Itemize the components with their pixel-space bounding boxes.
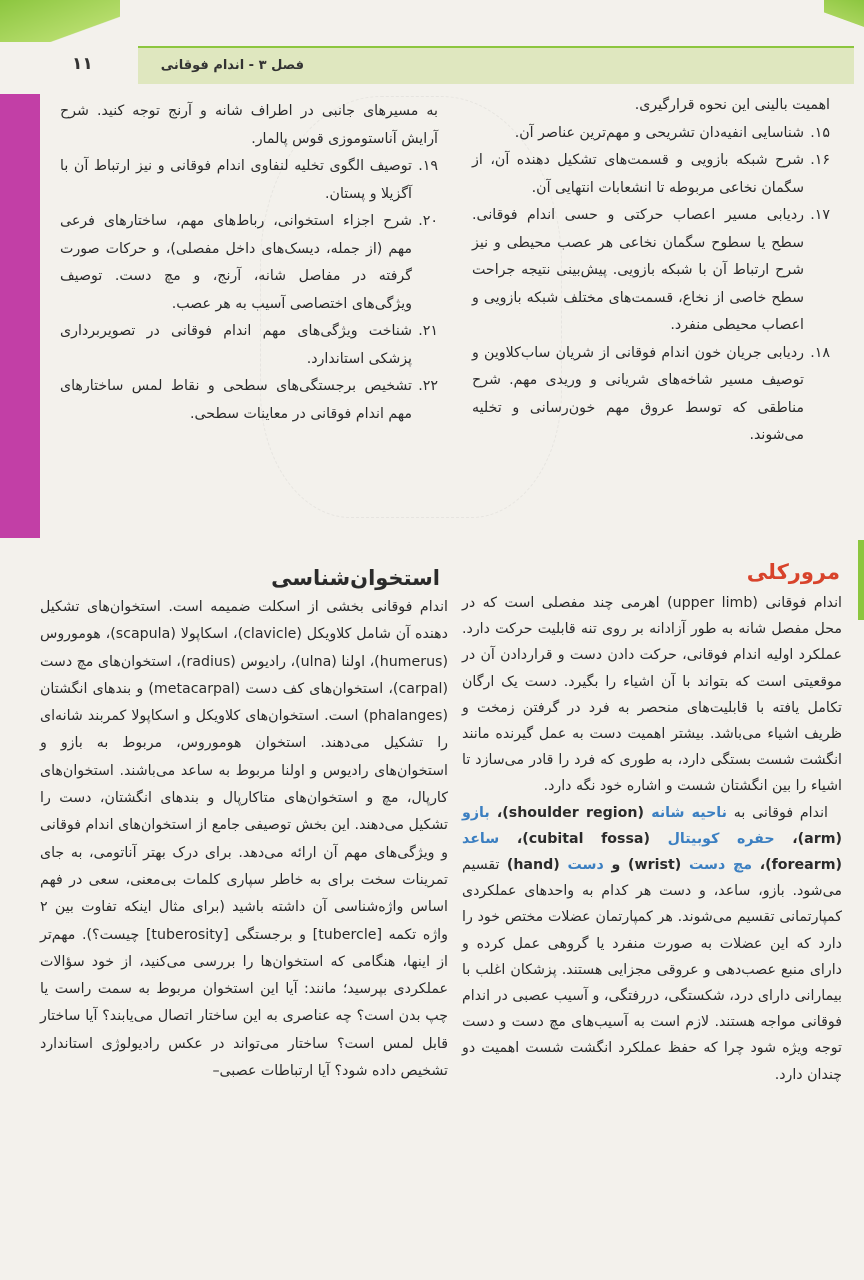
objective-text: تشخیص برجستگی‌های سطحی و نقاط لمس ساختارهای مهم اندام فوقانی در معاینات سطحی. <box>60 378 412 422</box>
objective-item <box>60 153 438 208</box>
objective-text: شناخت ویژگی‌های مهم اندام فوقانی در تصویربرداری پزشکی استاندارد. <box>60 323 412 367</box>
text-run: اندام فوقانی به <box>726 804 828 821</box>
objective-number: ۲۱. <box>418 323 438 339</box>
objective-number: ۱۵. <box>810 124 830 141</box>
objective-text: اهمیت بالینی این نحوه قرارگیری. <box>634 97 830 113</box>
corner-decoration-left <box>0 0 120 42</box>
term-english: (shoulder region)، <box>489 804 652 821</box>
term-wrist: مچ دست <box>688 857 752 874</box>
objectives-right-column <box>472 92 830 450</box>
term-english: (cubital fossa)، <box>499 830 668 847</box>
term-english: (wrist) و <box>603 857 689 874</box>
green-edge-marker <box>858 540 864 620</box>
objective-item <box>472 340 830 450</box>
objective-number: ۲۲. <box>418 378 438 394</box>
term-english: (forearm)، <box>752 857 843 874</box>
objective-text: ردیابی جریان خون اندام فوقانی از شریان ساب‌کلاوین و توصیف مسیر شاخه‌های شریانی و وریدی مهم. شرح مناطقی که توسط عروق مهم خون‌رسانی و تخلیه می‌شوند. <box>472 344 804 443</box>
objective-text: به مسیرهای جانبی در اطراف شانه و آرنج توجه کنید. شرح آرایش آناستوموزی قوس پالمار. <box>60 103 438 147</box>
page-number: ۱۱ <box>72 54 93 74</box>
overview-body <box>462 590 842 1088</box>
term-english: (arm)، <box>774 830 842 847</box>
objective-item <box>472 202 830 340</box>
objective-item <box>472 147 830 202</box>
term-shoulder-region: ناحیه شانه <box>651 804 727 821</box>
objective-text: توصیف الگوی تخلیه لنفاوی اندام فوقانی و نیز ارتباط آن با آگزیلا و پستان. <box>60 158 412 202</box>
osteology-body <box>40 594 448 1085</box>
term-forearm: ساعد <box>462 830 500 847</box>
objective-text: شرح اجزاء استخوانی، رباط‌های مهم، ساختارهای فرعی مهم (از جمله، دیسک‌های داخل مفصلی)، و حرکات صورت گرفته در مفاصل شانه، آرنج، و مچ دست. توصیف ویژگی‌های اختصاصی آسیب به هر عصب. <box>60 213 412 312</box>
term-arm: بازو <box>462 804 490 821</box>
overview-heading: مرورکلی <box>746 560 840 584</box>
objectives-left-column <box>60 98 438 428</box>
objective-item <box>60 373 438 428</box>
chapter-title: فصل ۳ - اندام فوقانی <box>160 58 304 73</box>
objective-item <box>60 98 438 153</box>
objective-number: ۲۰. <box>418 213 438 229</box>
objective-text: شناسایی انفیه‌دان تشریحی و مهم‌ترین عناصر آن. <box>514 124 804 141</box>
term-hand: دست <box>567 857 604 874</box>
overview-paragraph-2 <box>462 800 842 1088</box>
objective-item <box>472 120 830 148</box>
objective-number: ۱۷. <box>810 207 830 223</box>
objective-text: شرح شبکه بازویی و قسمت‌های تشکیل دهنده آن، از سگمان نخاعی مربوطه تا انشعابات انتهایی آن. <box>472 152 804 196</box>
chapter-side-tab <box>0 94 40 538</box>
corner-decoration-right <box>824 0 864 30</box>
term-cubital-fossa: حفره کوبیتال <box>667 830 775 847</box>
objective-number: ۱۶. <box>810 152 830 168</box>
osteology-paragraph: اندام فوقانی بخشی از اسکلت ضمیمه است. استخوان‌های تشکیل دهنده آن شامل کلاویکل (clavicle)، اسکاپولا (scapula)، هوموروس (humerus)، اولنا (ulna)، رادیوس (radius)، استخوان‌های مچ دست (carpal)، استخوان‌های کف دست (metacarpal) و بندهای انگشتان (phalanges) است. استخوان‌های کلاویکل و اسکاپولا کمربند شانه‌ای را تشکیل می‌دهند. استخوان هوموروس، مربوط به بازو و استخوان‌های رادیوس و اولنا مربوط به ساعد می‌باشند. استخوان‌های کارپال، مچ و استخوان‌های متاکارپال و بندهای انگشتان، دست را تشکیل می‌دهند. این بخش توصیفی جامع از استخوان‌های اندام فوقانی و ویژگی‌های مهم آن ارائه می‌دهد. برای درک بهتر آناتومی، به جای تمرینات سخت برای به خاطر سپاری کلمات بی‌معنی، سعی در فهم اساس واژه‌شناسی آن داشته باشید (برای مثال اینکه تفاوت بین ۲ واژه تکمه [tubercle] و برجستگی [tuberosity] چیست؟). مهم‌تر از اینها، هنگامی که استخوان‌ها را بررسی می‌کنید، از خود سؤالات عملکردی بپرسید؛ مانند: آیا این استخوان مربوط به سمت راست یا چپ بدن است؟ چه عناصری به این ساختار اتصال می‌یابند؟ آیا ساختار قابل لمس است؟ ساختار می‌تواند در عکس رادیولوژی استاندارد تشخیص داده شود؟ آیا ارتباطات عصبی– <box>40 599 448 1080</box>
osteology-heading: استخوان‌شناسی <box>271 566 440 590</box>
objective-number: ۱۸. <box>810 344 830 361</box>
objective-number: ۱۹. <box>418 158 438 174</box>
overview-paragraph-1: اندام فوقانی (upper limb) اهرمی چند مفصلی است که در محل مفصل شانه به طور آزادانه بر روی تنه قابلیت حرکت دارد. عملکرد اولیه اندام فوقانی، حرکت دادن دست و قراردادن آن در موقعیتی است که بتواند با آن اشیاء را بگیرد. دست یک ارگان تکامل یافته با قابلیت‌های منحصر به فرد در گرفتن زمخت و ظریف اشیاء می‌باشد. بیشتر اهمیت دست به عمل گیرنده مانند انگشت شست بستگی دارد، به طوری که فرد را قادر می‌سازد تا اشیاء را بین انگشتان شست و اشاره خود نگه دارد. <box>462 595 842 795</box>
objective-item <box>60 318 438 373</box>
objective-item <box>60 208 438 318</box>
text-run: تقسیم می‌شود. بازو، ساعد، و دست هر کدام به واحدهای عملکردی کمپارتمانی تقسیم می‌شوند. هر کمپارتمان عضلات مختص خود را دارد که این عضلات به صورت منفرد یا گروهی عمل کرده و دارای منبع عصب‌دهی و عروقی مجزایی هستند. پزشکان اغلب با بیمارانی دارای درد، شکستگی، دررفتگی، و آسیب عصبی در اندام فوقانی مواجه هستند. لازم است به آسیب‌های مچ دست و دست توجه ویژه شود چرا که حفظ عملکرد انگشت شست اهمیت دو چندان دارد. <box>462 857 842 1083</box>
term-english: (hand) <box>506 857 568 874</box>
objective-item <box>472 92 830 120</box>
objective-text: ردیابی مسیر اعصاب حرکتی و حسی اندام فوقانی. سطح یا سطوح سگمان نخاعی هر عصب محیطی و نیز شرح ارتباط آن با شبکه بازویی. پیش‌بینی نتیجه جراحت سطح خاصی از نخاع، قسمت‌های مختلف شبکه بازویی و اعصاب محیطی منفرد. <box>472 207 804 333</box>
